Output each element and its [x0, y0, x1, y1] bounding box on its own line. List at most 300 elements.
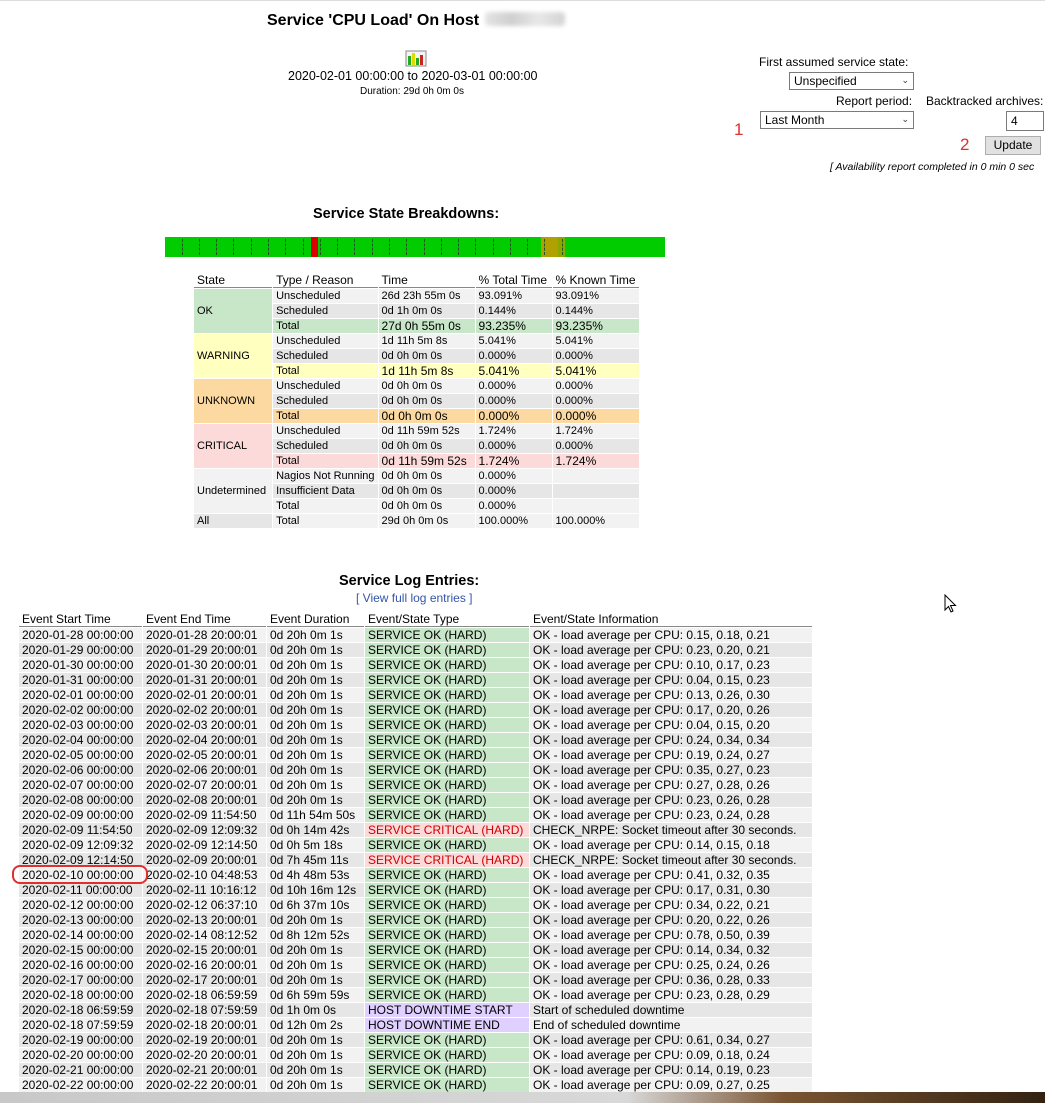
log-cell: 0d 20h 0m 1s	[267, 673, 364, 687]
log-cell: 2020-02-03 20:00:01	[143, 718, 266, 732]
log-cell: 2020-02-13 00:00:00	[19, 913, 142, 927]
log-cell: 2020-02-04 20:00:01	[143, 733, 266, 747]
breakdown-cell: 26d 23h 55m 0s	[379, 289, 475, 303]
breakdown-row	[194, 424, 639, 438]
column-header: % Known Time	[553, 273, 639, 288]
page-title: Service 'CPU Load' On Host	[267, 12, 565, 30]
log-cell: 2020-01-29 20:00:01	[143, 643, 266, 657]
log-cell: 0d 10h 16m 12s	[267, 883, 364, 897]
log-cell: 2020-02-18 00:00:00	[19, 988, 142, 1002]
breakdown-cell: Insufficient Data	[273, 484, 377, 498]
log-cell: 0d 20h 0m 1s	[267, 1063, 364, 1077]
event-type-cell: HOST DOWNTIME END	[365, 1018, 529, 1032]
log-row	[19, 658, 812, 672]
highlight-circle	[12, 865, 148, 884]
log-cell: 2020-01-31 20:00:01	[143, 673, 266, 687]
log-row	[19, 973, 812, 987]
log-cell: OK - load average per CPU: 0.34, 0.22, 0.21	[530, 898, 812, 912]
log-cell: 2020-02-21 00:00:00	[19, 1063, 142, 1077]
event-type-cell: SERVICE OK (HARD)	[365, 928, 529, 942]
log-cell: 0d 20h 0m 1s	[267, 733, 364, 747]
day-tick	[406, 239, 407, 255]
event-type-cell: SERVICE OK (HARD)	[365, 763, 529, 777]
log-cell: OK - load average per CPU: 0.09, 0.27, 0.25	[530, 1078, 812, 1092]
state-cell: OK	[194, 289, 272, 333]
event-type-cell: SERVICE OK (HARD)	[365, 1078, 529, 1092]
event-type-cell: SERVICE OK (HARD)	[365, 808, 529, 822]
day-tick	[424, 239, 425, 255]
log-row	[19, 943, 812, 957]
log-cell: 0d 20h 0m 1s	[267, 943, 364, 957]
log-row	[19, 1003, 812, 1017]
event-type-cell: SERVICE CRITICAL (HARD)	[365, 853, 529, 867]
column-header: Time	[379, 273, 475, 288]
breakdown-row	[194, 514, 639, 528]
breakdown-row	[194, 289, 639, 303]
bottom-strip	[0, 1092, 1045, 1103]
log-row	[19, 1018, 812, 1032]
breakdown-cell: Total	[273, 514, 377, 528]
log-cell: 2020-02-20 20:00:01	[143, 1048, 266, 1062]
breakdown-cell: 1.724%	[553, 454, 639, 468]
log-cell: OK - load average per CPU: 0.24, 0.34, 0.34	[530, 733, 812, 747]
log-cell: 2020-02-15 00:00:00	[19, 943, 142, 957]
log-cell: OK - load average per CPU: 0.10, 0.17, 0.23	[530, 658, 812, 672]
log-cell: 2020-02-15 20:00:01	[143, 943, 266, 957]
log-cell: 2020-01-28 20:00:01	[143, 628, 266, 642]
event-type-cell: SERVICE OK (HARD)	[365, 1063, 529, 1077]
log-cell: 0d 11h 54m 50s	[267, 808, 364, 822]
log-cell: OK - load average per CPU: 0.14, 0.15, 0.18	[530, 838, 812, 852]
breakdown-cell: 0.000%	[476, 484, 552, 498]
log-cell: 2020-02-17 00:00:00	[19, 973, 142, 987]
redacted-host-name	[485, 12, 565, 26]
log-cell: 2020-02-13 20:00:01	[143, 913, 266, 927]
backtracked-archives-input[interactable]: 4	[1006, 111, 1044, 131]
log-row	[19, 1078, 812, 1092]
breakdown-cell: Unscheduled	[273, 289, 377, 303]
breakdown-cell: 0.000%	[476, 499, 552, 513]
log-cell: OK - load average per CPU: 0.20, 0.22, 0.26	[530, 913, 812, 927]
breakdown-cell: Scheduled	[273, 394, 377, 408]
breakdown-cell	[553, 484, 639, 498]
report-period-label: Report period:	[836, 94, 913, 108]
event-type-cell: SERVICE OK (HARD)	[365, 838, 529, 852]
breakdown-cell: 93.235%	[553, 319, 639, 333]
event-type-cell: SERVICE OK (HARD)	[365, 988, 529, 1002]
log-cell: 2020-02-17 20:00:01	[143, 973, 266, 987]
first-state-label: First assumed service state:	[759, 55, 909, 69]
log-cell: 2020-02-14 08:12:52	[143, 928, 266, 942]
event-type-cell: SERVICE OK (HARD)	[365, 703, 529, 717]
log-cell: OK - load average per CPU: 0.17, 0.20, 0.26	[530, 703, 812, 717]
breakdown-cell	[553, 499, 639, 513]
breakdown-cell: 0d 1h 0m 0s	[379, 304, 475, 318]
breakdown-cell: 0.000%	[476, 409, 552, 423]
log-row	[19, 928, 812, 942]
view-full-log-link[interactable]: [ View full log entries ]	[356, 591, 473, 605]
log-cell: Start of scheduled downtime	[530, 1003, 812, 1017]
log-row	[19, 1033, 812, 1047]
breakdown-cell: 1d 11h 5m 8s	[379, 364, 475, 378]
breakdown-cell: Unscheduled	[273, 379, 377, 393]
bar-segment-critical	[311, 237, 318, 257]
log-cell: 0d 20h 0m 1s	[267, 763, 364, 777]
log-cell: 0d 20h 0m 1s	[267, 973, 364, 987]
log-cell: 2020-02-08 20:00:01	[143, 793, 266, 807]
log-cell: OK - load average per CPU: 0.78, 0.50, 0.39	[530, 928, 812, 942]
breakdown-cell: 0d 0h 0m 0s	[379, 484, 475, 498]
state-cell: CRITICAL	[194, 424, 272, 468]
log-cell: End of scheduled downtime	[530, 1018, 812, 1032]
breakdown-cell: 0.000%	[476, 349, 552, 363]
log-cell: 0d 20h 0m 1s	[267, 718, 364, 732]
update-button[interactable]: Update	[985, 136, 1041, 155]
log-cell: OK - load average per CPU: 0.25, 0.24, 0.26	[530, 958, 812, 972]
state-breakdown-table	[193, 272, 640, 529]
breakdown-cell: 1.724%	[476, 424, 552, 438]
event-type-cell: SERVICE OK (HARD)	[365, 973, 529, 987]
log-row	[19, 778, 812, 792]
log-cell: 0d 20h 0m 1s	[267, 1033, 364, 1047]
log-row	[19, 763, 812, 777]
log-row	[19, 718, 812, 732]
day-tick	[372, 239, 373, 255]
breakdown-cell: 0.144%	[553, 304, 639, 318]
bar-segment-ok	[165, 237, 311, 257]
log-row	[19, 748, 812, 762]
log-cell: OK - load average per CPU: 0.04, 0.15, 0.20	[530, 718, 812, 732]
trends-icon[interactable]	[405, 50, 427, 67]
breakdown-cell: Total	[273, 454, 377, 468]
column-header: Event/State Type	[365, 612, 529, 627]
log-cell: 0d 4h 48m 53s	[267, 868, 364, 882]
log-cell: 2020-02-02 20:00:01	[143, 703, 266, 717]
log-cell: 2020-02-07 20:00:01	[143, 778, 266, 792]
log-title: Service Log Entries:	[339, 573, 480, 589]
column-header: State	[194, 273, 272, 288]
breakdown-cell: 0d 11h 59m 52s	[379, 454, 475, 468]
breakdown-row	[194, 379, 639, 393]
log-cell: 0d 7h 45m 11s	[267, 853, 364, 867]
log-cell: 2020-02-11 00:00:00	[19, 883, 142, 897]
log-cell: OK - load average per CPU: 0.13, 0.26, 0.30	[530, 688, 812, 702]
log-cell: OK - load average per CPU: 0.61, 0.34, 0.27	[530, 1033, 812, 1047]
log-row	[19, 988, 812, 1002]
breakdown-cell: Nagios Not Running	[273, 469, 377, 483]
state-cell: Undetermined	[194, 469, 272, 513]
report-completed-text: [ Availability report completed in 0 min 0 sec	[830, 161, 1035, 173]
top-border	[0, 0, 1045, 1]
event-type-cell: SERVICE OK (HARD)	[365, 958, 529, 972]
log-cell: 2020-01-30 00:00:00	[19, 658, 142, 672]
day-tick	[285, 239, 286, 255]
breakdown-cell: Scheduled	[273, 304, 377, 318]
day-tick	[303, 239, 304, 255]
breakdown-cell: Scheduled	[273, 439, 377, 453]
log-cell: 2020-02-21 20:00:01	[143, 1063, 266, 1077]
bar-segment-ok	[318, 237, 541, 257]
day-tick	[354, 239, 355, 255]
breakdown-cell: 0.000%	[476, 439, 552, 453]
day-tick	[441, 239, 442, 255]
report-duration: Duration: 29d 0h 0m 0s	[360, 86, 464, 97]
log-cell: 0d 20h 0m 1s	[267, 643, 364, 657]
log-cell: 2020-02-07 00:00:00	[19, 778, 142, 792]
log-cell: 2020-02-10 00:00:00	[19, 868, 142, 882]
breakdown-cell: 1.724%	[476, 454, 552, 468]
log-cell: 2020-02-09 11:54:50	[143, 808, 266, 822]
event-type-cell: SERVICE OK (HARD)	[365, 1048, 529, 1062]
breakdown-cell: 0d 11h 59m 52s	[379, 424, 475, 438]
report-period-value: Last Month	[765, 113, 825, 127]
breakdown-cell: 100.000%	[553, 514, 639, 528]
log-cell: OK - load average per CPU: 0.09, 0.18, 0.24	[530, 1048, 812, 1062]
breakdown-cell: Total	[273, 409, 377, 423]
log-cell: 2020-02-10 04:48:53	[143, 868, 266, 882]
event-type-cell: SERVICE OK (HARD)	[365, 778, 529, 792]
log-cell: CHECK_NRPE: Socket timeout after 30 seconds.	[530, 853, 812, 867]
day-tick	[268, 239, 269, 255]
log-row	[19, 733, 812, 747]
breakdown-cell: Unscheduled	[273, 424, 377, 438]
report-period-select[interactable]	[760, 111, 914, 129]
event-type-cell: SERVICE CRITICAL (HARD)	[365, 823, 529, 837]
breakdown-cell: 0.144%	[476, 304, 552, 318]
log-cell: 2020-02-18 06:59:59	[19, 1003, 142, 1017]
day-tick	[337, 239, 338, 255]
breakdown-cell: 0d 0h 0m 0s	[379, 379, 475, 393]
log-cell: 0d 6h 37m 10s	[267, 898, 364, 912]
log-cell: 2020-02-05 20:00:01	[143, 748, 266, 762]
log-cell: 0d 0h 5m 18s	[267, 838, 364, 852]
breakdown-cell: 93.091%	[553, 289, 639, 303]
day-tick	[251, 239, 252, 255]
day-tick	[544, 239, 545, 255]
chevron-down-icon: ⌄	[901, 75, 909, 85]
state-cell: UNKNOWN	[194, 379, 272, 423]
log-cell: 2020-02-18 20:00:01	[143, 1018, 266, 1032]
log-cell: 2020-02-18 07:59:59	[143, 1003, 266, 1017]
log-cell: 2020-02-01 20:00:01	[143, 688, 266, 702]
breakdown-cell: Scheduled	[273, 349, 377, 363]
log-cell: 0d 20h 0m 1s	[267, 703, 364, 717]
event-type-cell: SERVICE OK (HARD)	[365, 643, 529, 657]
annotation-1: 1	[734, 120, 744, 139]
breakdown-cell: 0d 0h 0m 0s	[379, 469, 475, 483]
log-cell: 2020-02-14 00:00:00	[19, 928, 142, 942]
day-tick	[182, 239, 183, 255]
log-cell: 0d 8h 12m 52s	[267, 928, 364, 942]
log-cell: 2020-01-30 20:00:01	[143, 658, 266, 672]
log-row	[19, 883, 812, 897]
column-header: Type / Reason	[273, 273, 377, 288]
log-cell: 2020-02-19 20:00:01	[143, 1033, 266, 1047]
log-cell: 0d 20h 0m 1s	[267, 958, 364, 972]
log-cell: 0d 6h 59m 59s	[267, 988, 364, 1002]
breakdown-cell: 1.724%	[553, 424, 639, 438]
breakdown-cell: 0.000%	[553, 379, 639, 393]
log-cell: 2020-02-16 00:00:00	[19, 958, 142, 972]
first-state-select[interactable]	[789, 72, 914, 90]
log-cell: 0d 12h 0m 2s	[267, 1018, 364, 1032]
log-cell: 2020-01-28 00:00:00	[19, 628, 142, 642]
mouse-pointer-icon	[944, 594, 958, 614]
day-tick	[216, 239, 217, 255]
event-type-cell: SERVICE OK (HARD)	[365, 733, 529, 747]
breakdown-cell: 29d 0h 0m 0s	[379, 514, 475, 528]
log-cell: 2020-02-18 07:59:59	[19, 1018, 142, 1032]
breakdown-cell: 5.041%	[553, 364, 639, 378]
log-cell: 0d 0h 14m 42s	[267, 823, 364, 837]
breakdown-cell: Total	[273, 364, 377, 378]
breakdown-cell: 93.091%	[476, 289, 552, 303]
state-cell: All	[194, 514, 272, 528]
bar-segment-ok	[565, 237, 665, 257]
breakdown-cell: 0.000%	[476, 379, 552, 393]
log-row	[19, 838, 812, 852]
log-cell: 2020-01-29 00:00:00	[19, 643, 142, 657]
breakdown-cell: 100.000%	[476, 514, 552, 528]
event-type-cell: SERVICE OK (HARD)	[365, 688, 529, 702]
column-header: % Total Time	[476, 273, 552, 288]
log-cell: 2020-02-19 00:00:00	[19, 1033, 142, 1047]
log-cell: 0d 20h 0m 1s	[267, 748, 364, 762]
breakdown-cell: 0.000%	[553, 409, 639, 423]
column-header: Event Start Time	[19, 612, 142, 627]
log-row	[19, 793, 812, 807]
log-cell: 0d 20h 0m 1s	[267, 688, 364, 702]
log-row	[19, 898, 812, 912]
log-cell: 2020-01-31 00:00:00	[19, 673, 142, 687]
log-cell: 2020-02-09 12:09:32	[19, 838, 142, 852]
breakdown-cell: 93.235%	[476, 319, 552, 333]
log-cell: OK - load average per CPU: 0.23, 0.24, 0.28	[530, 808, 812, 822]
log-cell: 2020-02-20 00:00:00	[19, 1048, 142, 1062]
log-cell: 0d 20h 0m 1s	[267, 913, 364, 927]
log-cell: OK - load average per CPU: 0.17, 0.31, 0.30	[530, 883, 812, 897]
log-cell: 0d 20h 0m 1s	[267, 793, 364, 807]
log-row	[19, 673, 812, 687]
breakdown-cell: 0.000%	[553, 349, 639, 363]
log-cell: 2020-02-03 00:00:00	[19, 718, 142, 732]
annotation-2: 2	[960, 135, 970, 154]
breakdown-cell: 5.041%	[476, 364, 552, 378]
log-cell: OK - load average per CPU: 0.19, 0.24, 0.27	[530, 748, 812, 762]
chevron-down-icon: ⌄	[901, 114, 909, 124]
log-row	[19, 913, 812, 927]
event-type-cell: SERVICE OK (HARD)	[365, 673, 529, 687]
log-cell: 0d 20h 0m 1s	[267, 628, 364, 642]
log-cell: OK - load average per CPU: 0.41, 0.32, 0.35	[530, 868, 812, 882]
day-tick	[389, 239, 390, 255]
log-cell: 2020-02-22 20:00:01	[143, 1078, 266, 1092]
log-cell: OK - load average per CPU: 0.35, 0.27, 0.23	[530, 763, 812, 777]
event-type-cell: SERVICE OK (HARD)	[365, 628, 529, 642]
breakdown-cell: Total	[273, 319, 377, 333]
event-type-cell: SERVICE OK (HARD)	[365, 883, 529, 897]
log-cell: 2020-02-12 06:37:10	[143, 898, 266, 912]
breakdown-cell: 5.041%	[476, 334, 552, 348]
log-row	[19, 703, 812, 717]
log-cell: 2020-02-09 12:14:50	[143, 838, 266, 852]
breakdown-cell: Total	[273, 499, 377, 513]
day-tick	[527, 239, 528, 255]
log-cell: 2020-02-09 12:09:32	[143, 823, 266, 837]
log-cell: CHECK_NRPE: Socket timeout after 30 seconds.	[530, 823, 812, 837]
breakdown-cell: 0d 0h 0m 0s	[379, 349, 475, 363]
event-type-cell: SERVICE OK (HARD)	[365, 793, 529, 807]
day-tick	[562, 239, 563, 255]
day-tick	[510, 239, 511, 255]
log-row	[19, 808, 812, 822]
breakdown-cell: 1d 11h 5m 8s	[379, 334, 475, 348]
event-type-cell: SERVICE OK (HARD)	[365, 1033, 529, 1047]
log-cell: 2020-02-18 06:59:59	[143, 988, 266, 1002]
log-cell: OK - load average per CPU: 0.23, 0.28, 0.29	[530, 988, 812, 1002]
breakdown-cell: 0.000%	[476, 394, 552, 408]
log-row	[19, 1048, 812, 1062]
log-cell: 2020-02-09 12:14:50	[19, 853, 142, 867]
log-cell: 2020-02-05 00:00:00	[19, 748, 142, 762]
event-type-cell: SERVICE OK (HARD)	[365, 898, 529, 912]
breakdown-cell: 0.000%	[476, 469, 552, 483]
log-cell: OK - load average per CPU: 0.14, 0.19, 0.23	[530, 1063, 812, 1077]
breakdown-cell: 5.041%	[553, 334, 639, 348]
log-cell: 2020-02-09 20:00:01	[143, 853, 266, 867]
column-header: Event End Time	[143, 612, 266, 627]
log-cell: 2020-02-04 00:00:00	[19, 733, 142, 747]
state-timeline-bar	[165, 237, 665, 257]
log-cell: OK - load average per CPU: 0.23, 0.20, 0.21	[530, 643, 812, 657]
event-type-cell: SERVICE OK (HARD)	[365, 748, 529, 762]
log-cell: 0d 1h 0m 0s	[267, 1003, 364, 1017]
breakdown-row	[194, 469, 639, 483]
event-type-cell: SERVICE OK (HARD)	[365, 943, 529, 957]
log-cell: OK - load average per CPU: 0.14, 0.34, 0.32	[530, 943, 812, 957]
log-cell: 2020-02-06 20:00:01	[143, 763, 266, 777]
day-tick	[493, 239, 494, 255]
first-state-value: Unspecified	[794, 74, 857, 88]
log-cell: 2020-02-06 00:00:00	[19, 763, 142, 777]
breakdown-title: Service State Breakdowns:	[313, 206, 500, 222]
log-cell: OK - load average per CPU: 0.23, 0.26, 0.28	[530, 793, 812, 807]
breakdown-cell: 0d 0h 0m 0s	[379, 499, 475, 513]
log-cell: 2020-02-09 00:00:00	[19, 808, 142, 822]
log-cell: 2020-02-16 20:00:01	[143, 958, 266, 972]
day-tick	[475, 239, 476, 255]
log-cell: 0d 20h 0m 1s	[267, 1048, 364, 1062]
breakdown-cell	[553, 469, 639, 483]
log-row	[19, 958, 812, 972]
log-cell: 2020-02-09 11:54:50	[19, 823, 142, 837]
event-type-cell: SERVICE OK (HARD)	[365, 718, 529, 732]
log-cell: 0d 20h 0m 1s	[267, 658, 364, 672]
log-row	[19, 823, 812, 837]
log-row	[19, 1063, 812, 1077]
event-type-cell: SERVICE OK (HARD)	[365, 658, 529, 672]
event-type-cell: SERVICE OK (HARD)	[365, 913, 529, 927]
day-tick	[458, 239, 459, 255]
log-row	[19, 628, 812, 642]
breakdown-cell: 0d 0h 0m 0s	[379, 439, 475, 453]
column-header: Event Duration	[267, 612, 364, 627]
breakdown-cell: Unscheduled	[273, 334, 377, 348]
column-header: Event/State Information	[530, 612, 812, 627]
log-cell: 2020-02-08 00:00:00	[19, 793, 142, 807]
event-type-cell: SERVICE OK (HARD)	[365, 868, 529, 882]
breakdown-cell: 0.000%	[553, 394, 639, 408]
